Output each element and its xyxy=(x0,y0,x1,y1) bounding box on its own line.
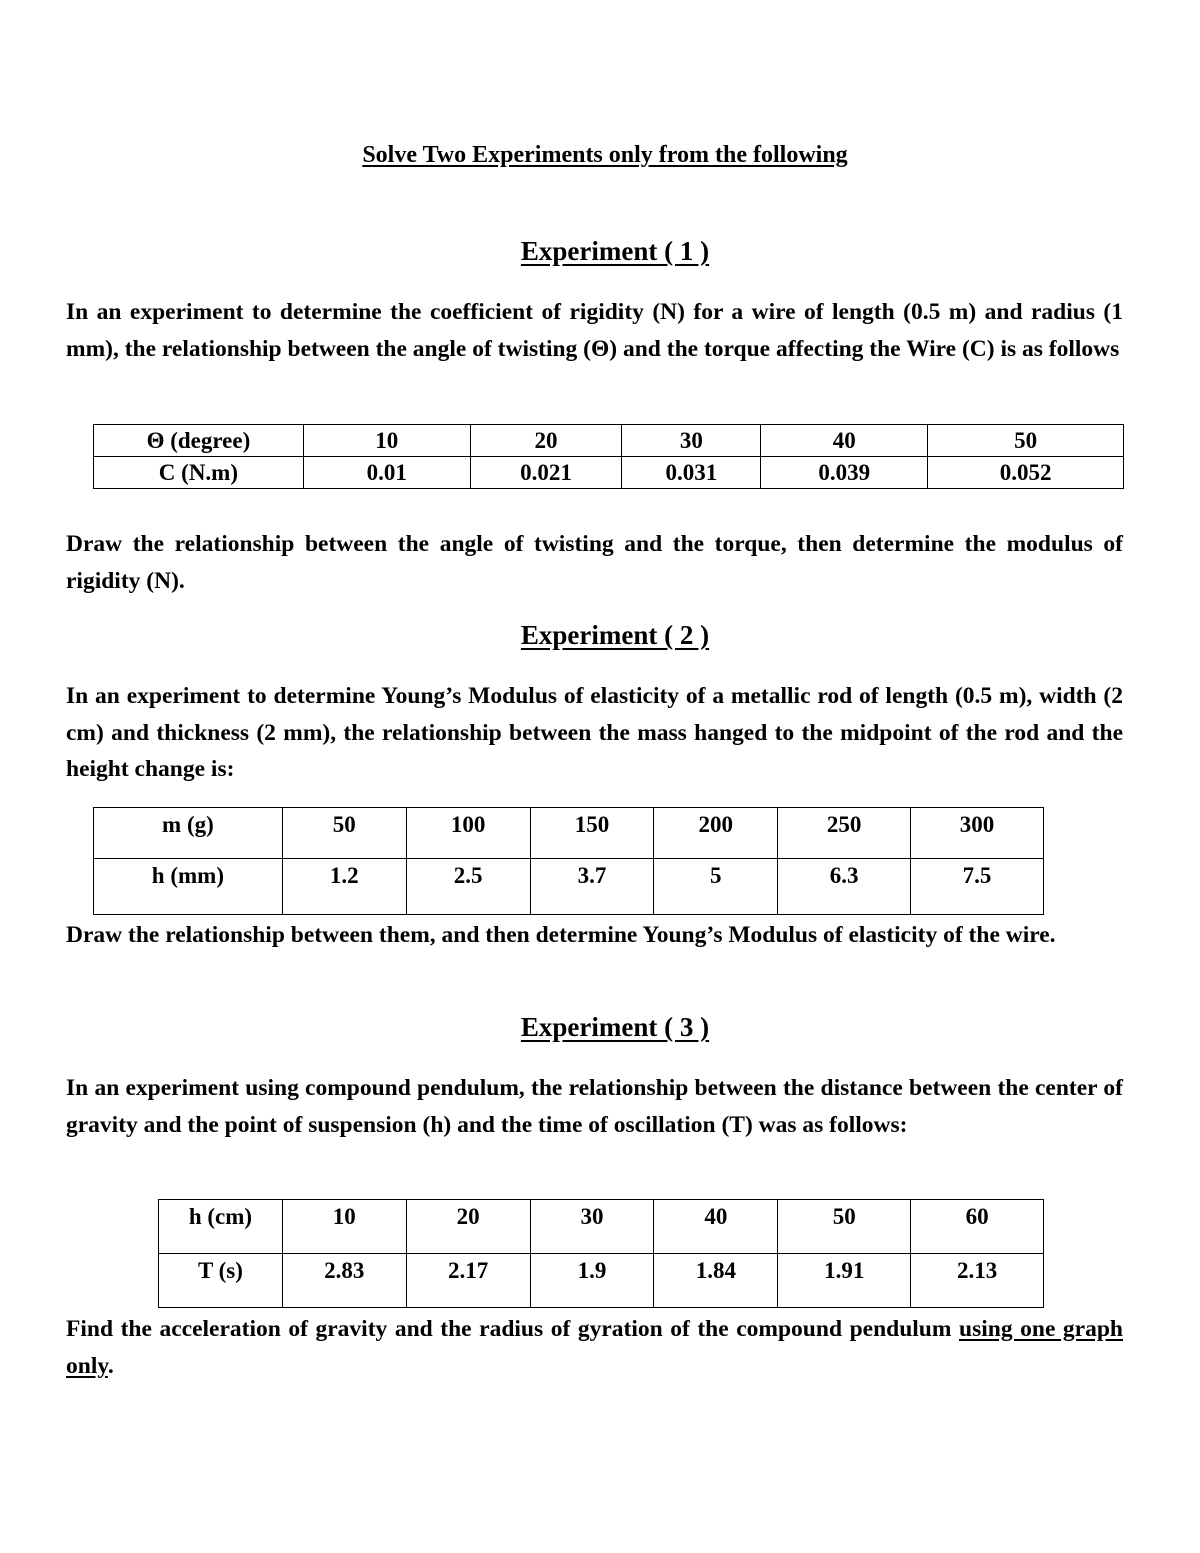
experiment-1-task: Draw the relationship between the angle of twisting and the torque, then determine the modulus of rigidity (N). xyxy=(66,531,1123,594)
table-cell: 1.2 xyxy=(282,859,406,915)
experiment-3-table xyxy=(158,1199,1044,1308)
experiment-2-intro: In an experiment to determine Young’s Modulus of elasticity of a metallic rod of length (0.5 m), width (2 cm) and thickness (2 mm), the relationship between the mass hanged to the midpoint of the rod and the height change is: xyxy=(66,683,1123,782)
table-row xyxy=(94,457,1124,489)
table-cell: 50 xyxy=(282,808,406,859)
table-cell: 0.021 xyxy=(470,457,622,489)
table-cell: 2.13 xyxy=(911,1254,1044,1308)
table-cell: h (mm) xyxy=(94,859,283,915)
table-cell: 10 xyxy=(282,1200,406,1254)
table-cell: 5 xyxy=(654,859,778,915)
table-cell: 100 xyxy=(406,808,530,859)
table-cell: h (cm) xyxy=(159,1200,283,1254)
table-cell: 1.84 xyxy=(654,1254,778,1308)
table-cell: 60 xyxy=(911,1200,1044,1254)
experiment-3-task xyxy=(66,1311,1123,1384)
table-cell: 250 xyxy=(778,808,911,859)
task-period: . xyxy=(107,1352,114,1379)
experiment-2-title: Experiment ( 2 ) xyxy=(520,620,710,650)
table-cell: 2.5 xyxy=(406,859,530,915)
table-cell: 7.5 xyxy=(911,859,1044,915)
table-cell: 2.83 xyxy=(282,1254,406,1308)
table-row xyxy=(159,1200,1044,1254)
table-cell: 0.039 xyxy=(761,457,928,489)
table-cell: 0.052 xyxy=(928,457,1124,489)
table-cell: 1.91 xyxy=(778,1254,911,1308)
table-cell: 30 xyxy=(622,425,761,457)
table-cell: Θ (degree) xyxy=(94,425,304,457)
table-cell: 50 xyxy=(928,425,1124,457)
task-emphasis: using one graph only xyxy=(66,1316,1124,1379)
table-cell: 150 xyxy=(530,808,654,859)
table-row xyxy=(94,808,1044,859)
table-cell: 0.01 xyxy=(303,457,470,489)
table-cell: 40 xyxy=(654,1200,778,1254)
experiment-1-title: Experiment ( 1 ) xyxy=(520,236,710,266)
table-cell: 10 xyxy=(303,425,470,457)
table-cell: C (N.m) xyxy=(94,457,304,489)
table-cell: 200 xyxy=(654,808,778,859)
experiment-2-task: Draw the relationship between them, and then determine Young’s Modulus of elasticity of the wire. xyxy=(66,922,1056,948)
table-cell: 30 xyxy=(530,1200,654,1254)
table-cell: m (g) xyxy=(94,808,283,859)
table-cell: 20 xyxy=(470,425,622,457)
table-cell: 20 xyxy=(406,1200,530,1254)
table-row xyxy=(94,425,1124,457)
table-row xyxy=(159,1254,1044,1308)
experiment-3-intro: In an experiment using compound pendulum, the relationship between the distance between the center of gravity and the point of suspension (h) and the time of oscillation (T) was as follows: xyxy=(66,1075,1123,1138)
table-cell: T (s) xyxy=(159,1254,283,1308)
table-cell: 40 xyxy=(761,425,928,457)
experiment-2-table xyxy=(93,807,1044,915)
experiment-3-title: Experiment ( 3 ) xyxy=(520,1012,710,1042)
table-cell: 3.7 xyxy=(530,859,654,915)
experiment-1-table xyxy=(93,424,1124,489)
table-cell: 300 xyxy=(911,808,1044,859)
table-row xyxy=(94,859,1044,915)
table-cell: 50 xyxy=(778,1200,911,1254)
experiment-1-intro: In an experiment to determine the coefficient of rigidity (N) for a wire of length (0.5 m) and radius (1 mm), the relationship between the angle of twisting (Θ) and the torque affecting the Wire (C) is as follows xyxy=(66,299,1123,362)
task-text: Find the acceleration of gravity and the radius of gyration of the compound pendulum xyxy=(66,1316,952,1342)
table-cell: 6.3 xyxy=(778,859,911,915)
table-cell: 2.17 xyxy=(406,1254,530,1308)
page-heading: Solve Two Experiments only from the following xyxy=(362,142,848,168)
table-cell: 0.031 xyxy=(622,457,761,489)
table-cell: 1.9 xyxy=(530,1254,654,1308)
